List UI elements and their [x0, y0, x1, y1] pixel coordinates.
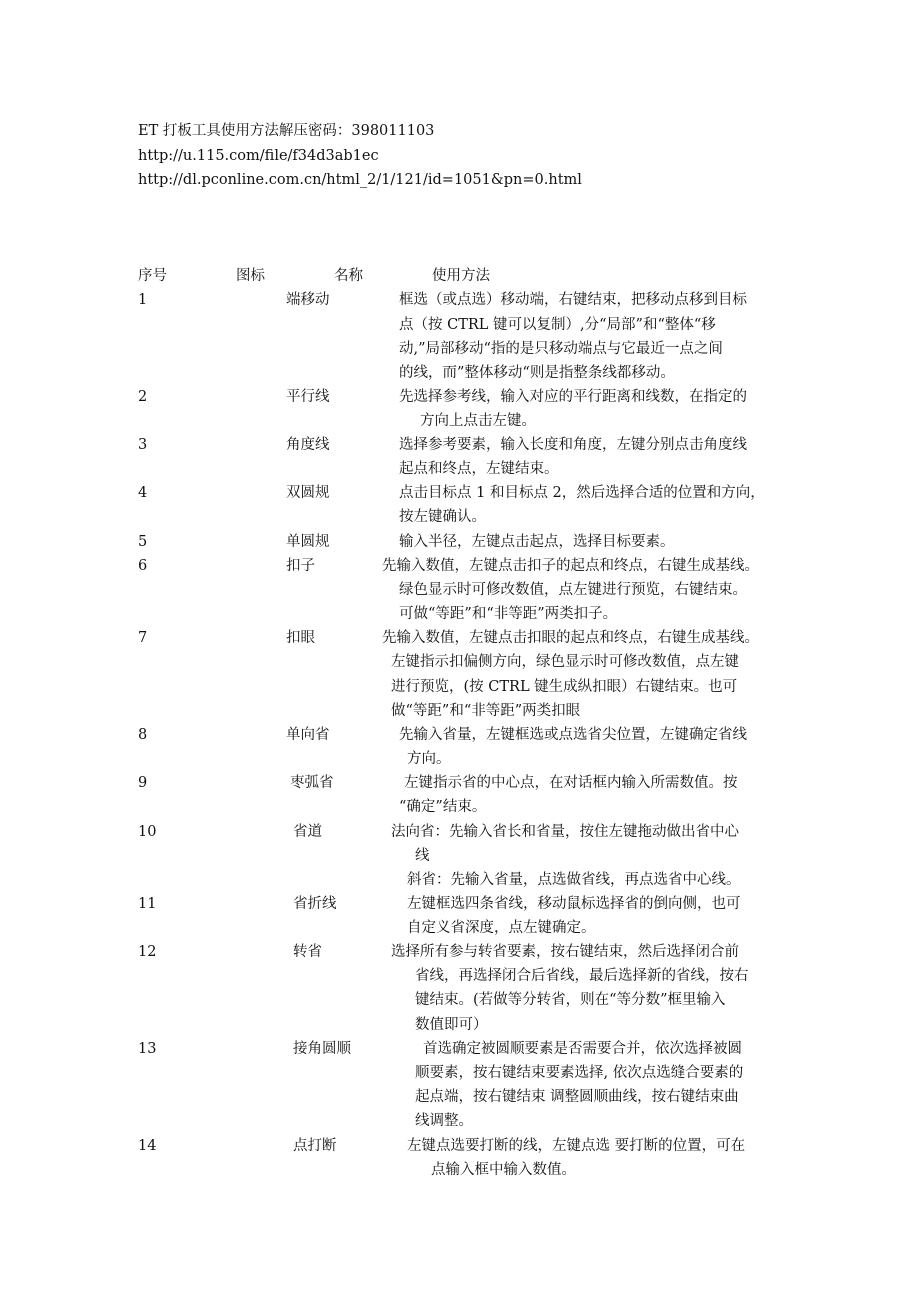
- row-usage-line: 方向。: [407, 751, 451, 767]
- column-header-name: 名称: [334, 268, 363, 284]
- row-usage-line: 先输入数值，左键点击扣子的起点和终点，右键生成基线。: [382, 558, 759, 574]
- header-link-1[interactable]: http://u.115.com/file/f34d3ab1ec: [138, 148, 379, 164]
- row-usage-line: 线: [415, 848, 430, 864]
- header-title: ET 打板工具使用方法解压密码：398011103: [138, 123, 435, 139]
- row-usage-line: 左键点选要打断的线，左键点选 要打断的位置，可在: [407, 1138, 746, 1154]
- row-usage-line: 做“等距”和“非等距”两类扣眼: [391, 703, 581, 719]
- row-usage-line: 选择所有参与转省要素，按右键结束，然后选择闭合前: [391, 944, 739, 960]
- row-usage-line: 输入半径，左键点击起点，选择目标要素。: [399, 534, 675, 550]
- row-name: 转省: [293, 944, 322, 960]
- row-number: 8: [138, 727, 148, 743]
- row-usage-line: 可做“等距”和“非等距”两类扣子。: [399, 606, 618, 622]
- row-usage-line: 进行预览，(按 CTRL 键生成纵扣眼）右键结束。也可: [391, 679, 738, 695]
- row-usage-line: “确定”结束。: [399, 799, 487, 815]
- row-number: 12: [138, 944, 157, 960]
- row-number: 7: [138, 630, 148, 646]
- row-name: 扣子: [286, 558, 315, 574]
- row-usage-line: 方向上点击左键。: [420, 413, 536, 429]
- row-name: 省折线: [293, 896, 337, 912]
- row-name: 双圆规: [286, 485, 330, 501]
- row-number: 9: [138, 775, 148, 791]
- row-number: 1: [138, 292, 148, 308]
- row-usage-line: 自定义省深度，点左键确定。: [407, 920, 596, 936]
- row-usage-line: 的线，而”整体移动“则是指整条线都移动。: [399, 365, 675, 381]
- row-usage-line: 斜省：先输入省量，点选做省线，再点选省中心线。: [407, 872, 741, 888]
- row-usage-line: 键结束。(若做等分转省，则在“等分数”框里输入: [415, 992, 726, 1008]
- row-usage-line: 先选择参考线，输入对应的平行距离和线数，在指定的: [399, 389, 747, 405]
- row-usage-line: 先输入省量，左键框选或点选省尖位置，左键确定省线: [399, 727, 747, 743]
- row-usage-line: 点（按 CTRL 键可以复制）,分“局部”和“整体“移: [399, 317, 716, 333]
- row-usage-line: 线调整。: [415, 1113, 473, 1129]
- row-number: 2: [138, 389, 148, 405]
- row-usage-line: 省线，再选择闭合后省线，最后选择新的省线，按右: [415, 968, 749, 984]
- row-name: 省道: [293, 824, 322, 840]
- column-header-usage: 使用方法: [432, 268, 490, 284]
- row-usage-line: 顺要素，按右键结束要素选择, 依次点选缝合要素的: [415, 1065, 744, 1081]
- row-usage-line: 动,”局部移动“指的是只移动端点与它最近一点之间: [399, 341, 723, 357]
- row-number: 6: [138, 558, 148, 574]
- row-usage-line: 点输入框中输入数值。: [431, 1162, 576, 1178]
- row-usage-line: 起点和终点，左键结束。: [399, 461, 559, 477]
- row-usage-line: 首选确定被圆顺要素是否需要合并，依次选择被圆: [423, 1041, 742, 1057]
- row-number: 5: [138, 534, 148, 550]
- column-header-icon: 图标: [236, 268, 265, 284]
- row-usage-line: 绿色显示时可修改数值，点左键进行预览，右键结束。: [399, 582, 747, 598]
- row-number: 10: [138, 824, 157, 840]
- row-usage-line: 先输入数值，左键点击扣眼的起点和终点，右键生成基线。: [382, 630, 759, 646]
- row-usage-line: 框选（或点选）移动端，右键结束，把移动点移到目标: [399, 292, 747, 308]
- row-number: 4: [138, 485, 148, 501]
- header-link-2[interactable]: http://dl.pconline.com.cn/html_2/1/121/id=1051&pn=0.html: [138, 172, 582, 188]
- row-usage-line: 点击目标点 1 和目标点 2，然后选择合适的位置和方向，: [399, 485, 765, 501]
- row-usage-line: 选择参考要素，输入长度和角度，左键分别点击角度线: [399, 437, 747, 453]
- row-usage-line: 左键指示扣偏侧方向，绿色显示时可修改数值，点左键: [391, 654, 739, 670]
- row-usage-line: 左键框选四条省线，移动鼠标选择省的倒向侧，也可: [407, 896, 741, 912]
- row-usage-line: 左键指示省的中心点，在对话框内输入所需数值。按: [404, 775, 738, 791]
- row-number: 11: [138, 896, 157, 912]
- row-usage-line: 按左键确认。: [399, 509, 486, 525]
- row-name: 平行线: [286, 389, 330, 405]
- row-usage-line: 法向省：先输入省长和省量，按住左键拖动做出省中心: [391, 824, 739, 840]
- column-header-no: 序号: [138, 268, 167, 284]
- row-number: 3: [138, 437, 148, 453]
- row-name: 单圆规: [286, 534, 330, 550]
- row-name: 枣弧省: [290, 775, 334, 791]
- row-name: 端移动: [286, 292, 330, 308]
- row-name: 点打断: [293, 1138, 337, 1154]
- row-name: 接角圆顺: [293, 1041, 351, 1057]
- row-usage-line: 起点端，按右键结束 调整圆顺曲线，按右键结束曲: [415, 1089, 739, 1105]
- row-name: 单向省: [286, 727, 330, 743]
- row-name: 扣眼: [286, 630, 315, 646]
- row-name: 角度线: [286, 437, 330, 453]
- row-number: 14: [138, 1138, 157, 1154]
- row-usage-line: 数值即可）: [415, 1017, 488, 1033]
- row-number: 13: [138, 1041, 157, 1057]
